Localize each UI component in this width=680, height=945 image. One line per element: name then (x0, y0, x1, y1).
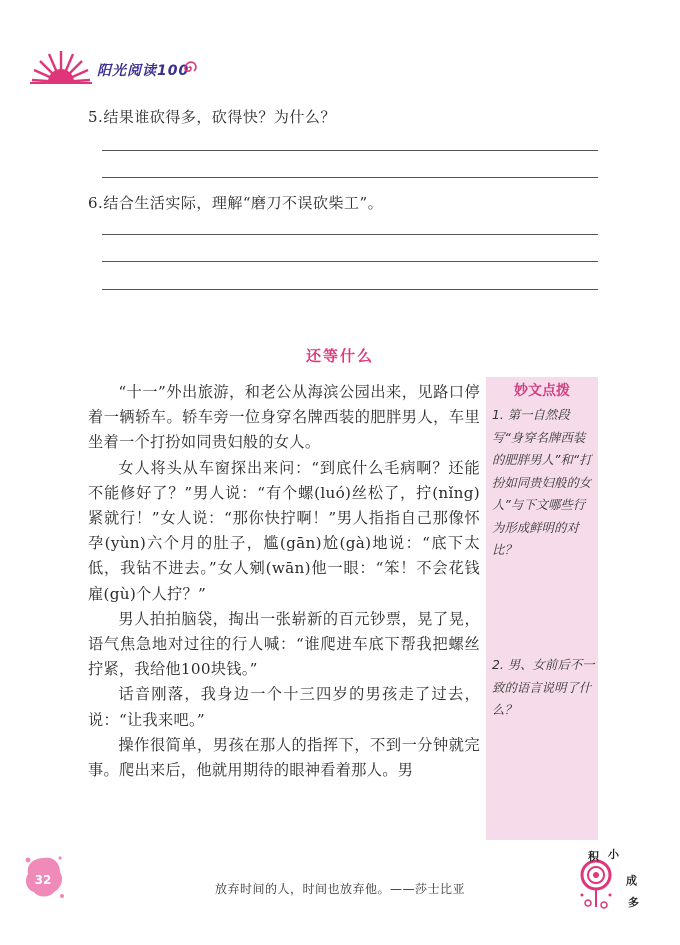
question-6-number: 6. (88, 194, 104, 212)
sidebar-note-2: 2. 男、女前后不一致的语言说明了什么？ (492, 657, 595, 717)
article-paragraph: 女人将头从车窗探出来问：“到底什么毛病啊？还能不能修好了？”男人说：“有个螺(luó)丝松了，拧(nǐng)紧就行！”女人说：“那你快拧啊！”男人指指自己那像怀孕(yùn)六个月的肚子，尴(gān)尬(gà)地说：“底下太低，我钻不进去。”女人剜(wān)他一眼：“笨！不会花钱雇(gù)个人拧？” (88, 458, 480, 603)
answer-line[interactable] (102, 289, 598, 290)
question-5-text: 结果谁砍得多，砍得快？为什么？ (103, 108, 336, 126)
footer-quote: 放弃时间的人，时间也放弃他。——莎士比亚 (214, 882, 465, 896)
question-6-text: 结合生活实际，理解“磨刀不误砍柴工”。 (103, 194, 384, 212)
article-paragraph: 男人拍拍脑袋，掏出一张崭新的百元钞票，晃了晃，语气焦急地对过往的行人喊：“谁爬进车底下帮我把螺丝拧紧，我给他100块钱。” (88, 609, 480, 679)
article-paragraph: 话音刚落，我身边一个十三四岁的男孩走了过去，说：“让我来吧。” (88, 685, 480, 729)
answer-line[interactable] (102, 261, 598, 262)
logo-char: 成 (626, 874, 637, 887)
logo-char: 小 (608, 848, 619, 861)
brand-title: 阳光阅读100 (97, 63, 190, 79)
article-title: 还等什么 (305, 347, 374, 365)
answer-line[interactable] (102, 177, 598, 178)
sidebar-note-1: 1. 第一自然段写“身穿名牌西装的肥胖男人”和“打扮如同贵妇般的女人”与下文哪些行为形成鲜明的对比？ (492, 407, 592, 557)
article-paragraph: 操作很简单，男孩在那人的指挥下，不到一分钟就完事。爬出来后，他就用期待的眼神看着那人。男 (88, 735, 480, 780)
logo-char: 积 (588, 850, 599, 863)
sunburst-logo-icon (28, 50, 94, 84)
question-5-number: 5. (88, 108, 104, 126)
question-5 (88, 106, 336, 127)
question-6 (88, 192, 383, 213)
answer-line[interactable] (102, 150, 598, 151)
swirl-ornament-icon (182, 61, 198, 75)
article-body (88, 380, 480, 783)
logo-char: 多 (628, 896, 639, 909)
answer-line[interactable] (102, 234, 598, 235)
article-paragraph: “十一”外出旅游，和老公从海滨公园出来，见路口停着一辆轿车。轿车旁一位身穿名牌西装的肥胖男人，车里坐着一个打扮如同贵妇般的女人。 (88, 383, 480, 452)
sidebar-title: 妙文点拨 (514, 383, 570, 399)
page-number: 32 (34, 873, 52, 887)
growth-logo-icon (572, 845, 632, 915)
